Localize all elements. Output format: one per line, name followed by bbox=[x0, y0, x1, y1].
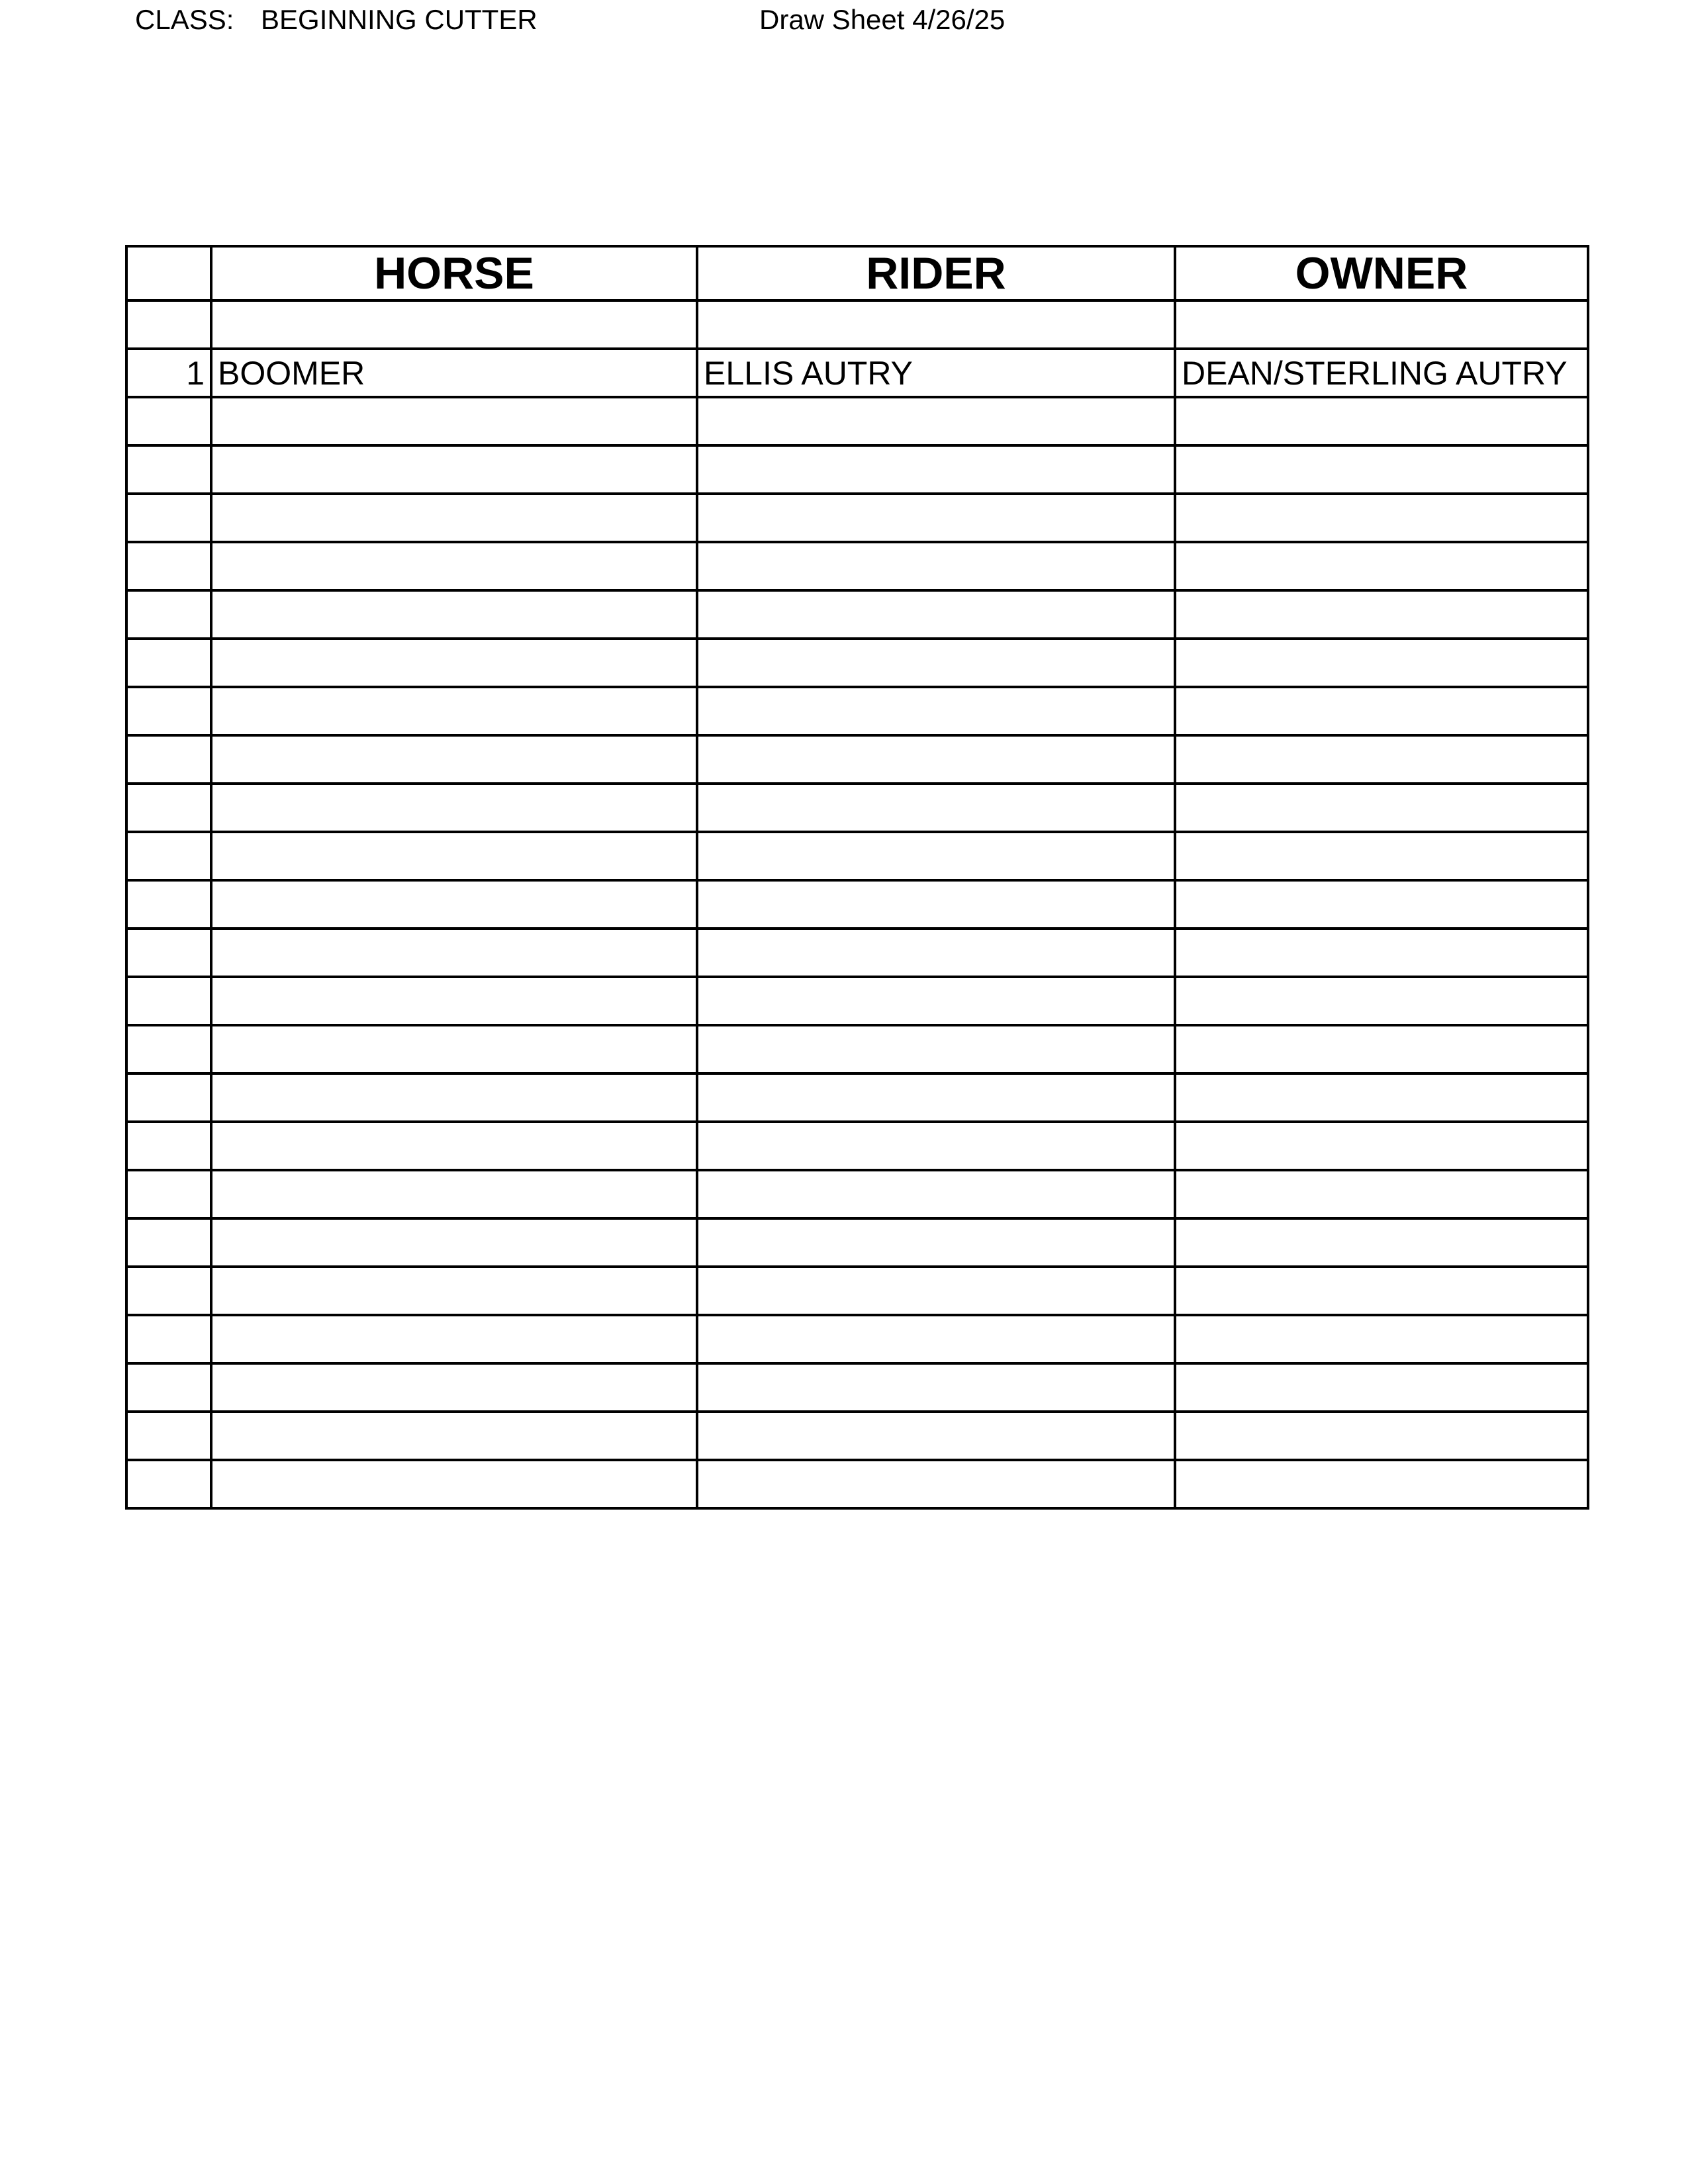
table-row bbox=[126, 494, 1588, 542]
number-cell bbox=[126, 880, 211, 929]
number-column-header bbox=[126, 246, 211, 300]
horse-cell bbox=[211, 1267, 697, 1315]
horse-cell bbox=[211, 590, 697, 639]
number-cell bbox=[126, 832, 211, 880]
horse-cell bbox=[211, 445, 697, 494]
horse-cell bbox=[211, 1412, 697, 1460]
number-cell bbox=[126, 1267, 211, 1315]
table-row bbox=[126, 1073, 1588, 1122]
table-row bbox=[126, 784, 1588, 832]
number-cell bbox=[126, 445, 211, 494]
number-cell bbox=[126, 639, 211, 687]
table-row bbox=[126, 349, 1588, 397]
rider-cell bbox=[697, 397, 1175, 445]
table-row bbox=[126, 542, 1588, 590]
rider-cell bbox=[697, 880, 1175, 929]
number-cell bbox=[126, 784, 211, 832]
rider-cell bbox=[697, 300, 1175, 349]
owner-cell bbox=[1175, 1025, 1588, 1073]
class-value: BEGINNING CUTTER bbox=[261, 4, 538, 35]
draw-table bbox=[125, 245, 1589, 1510]
number-cell bbox=[126, 1025, 211, 1073]
owner-cell bbox=[1175, 590, 1588, 639]
table-row bbox=[126, 735, 1588, 784]
number-cell bbox=[126, 1122, 211, 1170]
number-cell bbox=[126, 1460, 211, 1508]
horse-cell bbox=[211, 1073, 697, 1122]
table-row bbox=[126, 1025, 1588, 1073]
table-row bbox=[126, 1122, 1588, 1170]
rider-cell: ELLIS AUTRY bbox=[697, 349, 1175, 397]
owner-cell bbox=[1175, 977, 1588, 1025]
table-row bbox=[126, 880, 1588, 929]
number-cell bbox=[126, 300, 211, 349]
number-cell: 1 bbox=[126, 349, 211, 397]
rider-cell bbox=[697, 445, 1175, 494]
owner-cell bbox=[1175, 1218, 1588, 1267]
horse-column-header: HORSE bbox=[211, 246, 697, 300]
horse-cell bbox=[211, 880, 697, 929]
horse-cell bbox=[211, 494, 697, 542]
owner-cell bbox=[1175, 832, 1588, 880]
rider-cell bbox=[697, 1025, 1175, 1073]
horse-cell bbox=[211, 397, 697, 445]
number-cell bbox=[126, 397, 211, 445]
horse-cell bbox=[211, 1025, 697, 1073]
number-cell bbox=[126, 1363, 211, 1412]
number-cell bbox=[126, 1315, 211, 1363]
rider-cell bbox=[697, 1363, 1175, 1412]
owner-cell bbox=[1175, 929, 1588, 977]
horse-cell bbox=[211, 687, 697, 735]
number-cell bbox=[126, 1170, 211, 1218]
rider-column-header: RIDER bbox=[697, 246, 1175, 300]
rider-cell bbox=[697, 1218, 1175, 1267]
owner-cell bbox=[1175, 880, 1588, 929]
number-cell bbox=[126, 1218, 211, 1267]
horse-cell bbox=[211, 1170, 697, 1218]
horse-cell bbox=[211, 1122, 697, 1170]
rider-cell bbox=[697, 1122, 1175, 1170]
rider-cell bbox=[697, 1412, 1175, 1460]
rider-cell bbox=[697, 1315, 1175, 1363]
horse-cell bbox=[211, 1218, 697, 1267]
table-header-row bbox=[126, 246, 1588, 300]
draw-sheet-title: Draw Sheet 4/26/25 bbox=[759, 4, 1006, 35]
rider-cell bbox=[697, 735, 1175, 784]
owner-cell bbox=[1175, 1363, 1588, 1412]
owner-cell bbox=[1175, 1073, 1588, 1122]
number-cell bbox=[126, 542, 211, 590]
rider-cell bbox=[697, 1073, 1175, 1122]
table-row bbox=[126, 1267, 1588, 1315]
owner-cell bbox=[1175, 1315, 1588, 1363]
owner-cell bbox=[1175, 1170, 1588, 1218]
number-cell bbox=[126, 494, 211, 542]
table-row bbox=[126, 1218, 1588, 1267]
rider-cell bbox=[697, 1170, 1175, 1218]
horse-cell bbox=[211, 784, 697, 832]
class-label: CLASS: bbox=[135, 4, 234, 35]
table-row bbox=[126, 1170, 1588, 1218]
owner-cell bbox=[1175, 494, 1588, 542]
owner-cell bbox=[1175, 300, 1588, 349]
rider-cell bbox=[697, 929, 1175, 977]
owner-cell bbox=[1175, 397, 1588, 445]
owner-cell bbox=[1175, 1412, 1588, 1460]
owner-cell bbox=[1175, 687, 1588, 735]
horse-cell bbox=[211, 1363, 697, 1412]
rider-cell bbox=[697, 1267, 1175, 1315]
rider-cell bbox=[697, 784, 1175, 832]
number-cell bbox=[126, 977, 211, 1025]
horse-cell bbox=[211, 1315, 697, 1363]
owner-cell bbox=[1175, 445, 1588, 494]
owner-cell bbox=[1175, 542, 1588, 590]
horse-cell bbox=[211, 1460, 697, 1508]
table-row bbox=[126, 1460, 1588, 1508]
rider-cell bbox=[697, 832, 1175, 880]
owner-cell bbox=[1175, 735, 1588, 784]
table-row bbox=[126, 832, 1588, 880]
table-row bbox=[126, 397, 1588, 445]
number-cell bbox=[126, 1073, 211, 1122]
table-row bbox=[126, 1315, 1588, 1363]
table-row bbox=[126, 687, 1588, 735]
rider-cell bbox=[697, 639, 1175, 687]
number-cell bbox=[126, 1412, 211, 1460]
horse-cell: BOOMER bbox=[211, 349, 697, 397]
number-cell bbox=[126, 735, 211, 784]
owner-cell bbox=[1175, 1460, 1588, 1508]
number-cell bbox=[126, 590, 211, 639]
table-row bbox=[126, 590, 1588, 639]
table-row bbox=[126, 445, 1588, 494]
rider-cell bbox=[697, 1460, 1175, 1508]
sheet-header bbox=[0, 1, 1688, 41]
horse-cell bbox=[211, 929, 697, 977]
rider-cell bbox=[697, 977, 1175, 1025]
horse-cell bbox=[211, 300, 697, 349]
table-row bbox=[126, 639, 1588, 687]
table-row bbox=[126, 300, 1588, 349]
horse-cell bbox=[211, 542, 697, 590]
table-row bbox=[126, 1363, 1588, 1412]
rider-cell bbox=[697, 590, 1175, 639]
horse-cell bbox=[211, 832, 697, 880]
horse-cell bbox=[211, 735, 697, 784]
rider-cell bbox=[697, 687, 1175, 735]
horse-cell bbox=[211, 977, 697, 1025]
owner-column-header: OWNER bbox=[1175, 246, 1588, 300]
owner-cell bbox=[1175, 639, 1588, 687]
horse-cell bbox=[211, 639, 697, 687]
rider-cell bbox=[697, 494, 1175, 542]
owner-cell: DEAN/STERLING AUTRY bbox=[1175, 349, 1588, 397]
table-row bbox=[126, 929, 1588, 977]
table-row bbox=[126, 977, 1588, 1025]
number-cell bbox=[126, 929, 211, 977]
rider-cell bbox=[697, 542, 1175, 590]
number-cell bbox=[126, 687, 211, 735]
owner-cell bbox=[1175, 784, 1588, 832]
owner-cell bbox=[1175, 1267, 1588, 1315]
table-row bbox=[126, 1412, 1588, 1460]
table-body bbox=[126, 300, 1588, 1508]
owner-cell bbox=[1175, 1122, 1588, 1170]
